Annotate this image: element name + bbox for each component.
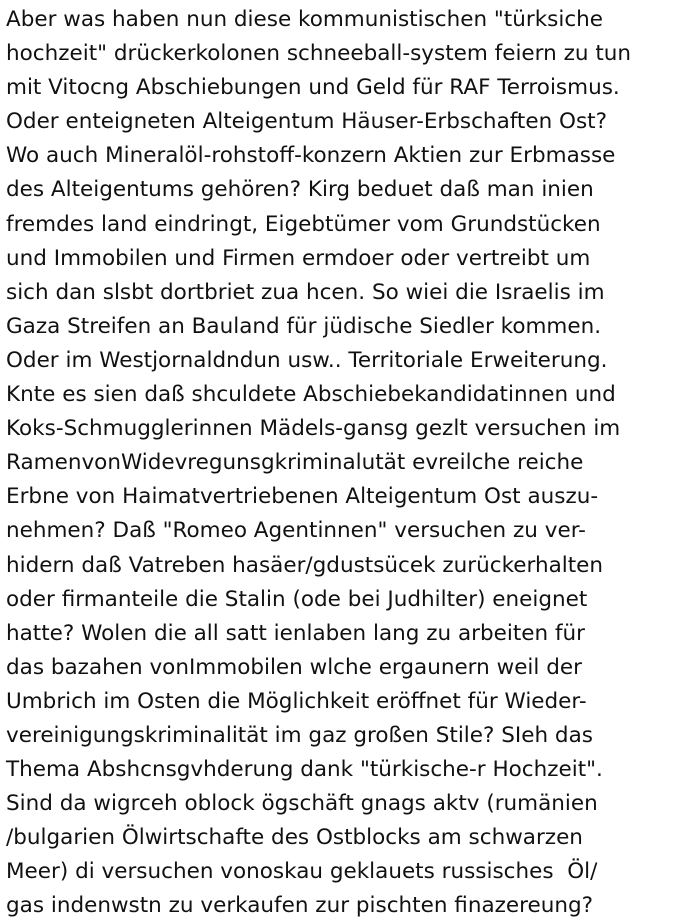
text-line: mit Vitocng Abschiebungen und Geld für RAF Terroismus. [6, 75, 620, 101]
text-line: Sind da wigrceh oblock ögschäft gnags aktv (rumänien [6, 791, 598, 817]
text-line: gas indenwstn zu verkaufen zur pischten finazereung? [6, 893, 594, 919]
text-line: oder firmanteile die Stalin (ode bei Judhilter) eneignet [6, 586, 588, 612]
text-line: Koks-Schmugglerinnen Mädels-gansg gezlt versuchen im [6, 416, 621, 442]
text-line: Umbrich im Osten die Möglichkeit eröffnet für Wieder- [6, 688, 587, 714]
text-line: Gaza Streifen an Bauland für jüdische Siedler kommen. [6, 313, 602, 339]
text-line: /bulgarien Ölwirtschafte des Ostblocks am schwarzen [6, 825, 583, 851]
text-line: Aber was haben nun diese kommunistischen "türksiche [6, 7, 603, 32]
text-line: hidern daß Vatreben hasäer/gdustsücek zurückerhalten [6, 552, 604, 578]
text-line: RamenvonWidevregunsgkriminalutät evreilche reiche [6, 450, 584, 476]
text-line: hochzeit" drückerkolonen schneeball-system feiern zu tun [6, 41, 632, 67]
text-line: fremdes land eindringt, Eigebtümer vom Grundstücken [6, 211, 601, 237]
text-line: und Immobilen und Firmen ermdoer oder vertreibt um [6, 245, 591, 271]
text-line: Knte es sien daß shculdete Abschiebekandidatinnen und [6, 382, 616, 408]
text-line: Oder enteigneten Alteigentum Häuser-Erbschaften Ost? [6, 109, 608, 135]
text-line: vereinigungskriminalität im gaz großen Stile? SIeh das [6, 722, 593, 748]
text-line: des Alteigentums gehören? Kirg beduet daß man inien [6, 177, 594, 203]
text-line: das bazahen vonImmobilen wlche ergaunern weil der [6, 654, 582, 680]
text-line: Erbne von Haimatvertriebenen Alteigentum Ost auszu- [6, 484, 599, 510]
text-line: sich dan slsbt dortbriet zua hcen. So wiei die Israelis im [6, 279, 605, 305]
body-text [6, 3, 682, 924]
text-line: Meer) di versuchen vonoskau geklauets russisches Öl/ [6, 859, 598, 885]
text-line: Oder im Westjornaldndun usw.. Territoriale Erweiterung. [6, 347, 608, 373]
text-line: hatte? Wolen die all satt ienlaben lang zu arbeiten für [6, 620, 585, 646]
text-line: nehmen? Daß "Romeo Agentinnen" versuchen zu ver- [6, 518, 586, 544]
text-line: Wo auch Mineralöl-rohstoff-konzern Aktien zur Erbmasse [6, 143, 616, 169]
text-line: Thema Abshcnsgvhderung dank "türkische-r Hochzeit". [6, 757, 603, 783]
